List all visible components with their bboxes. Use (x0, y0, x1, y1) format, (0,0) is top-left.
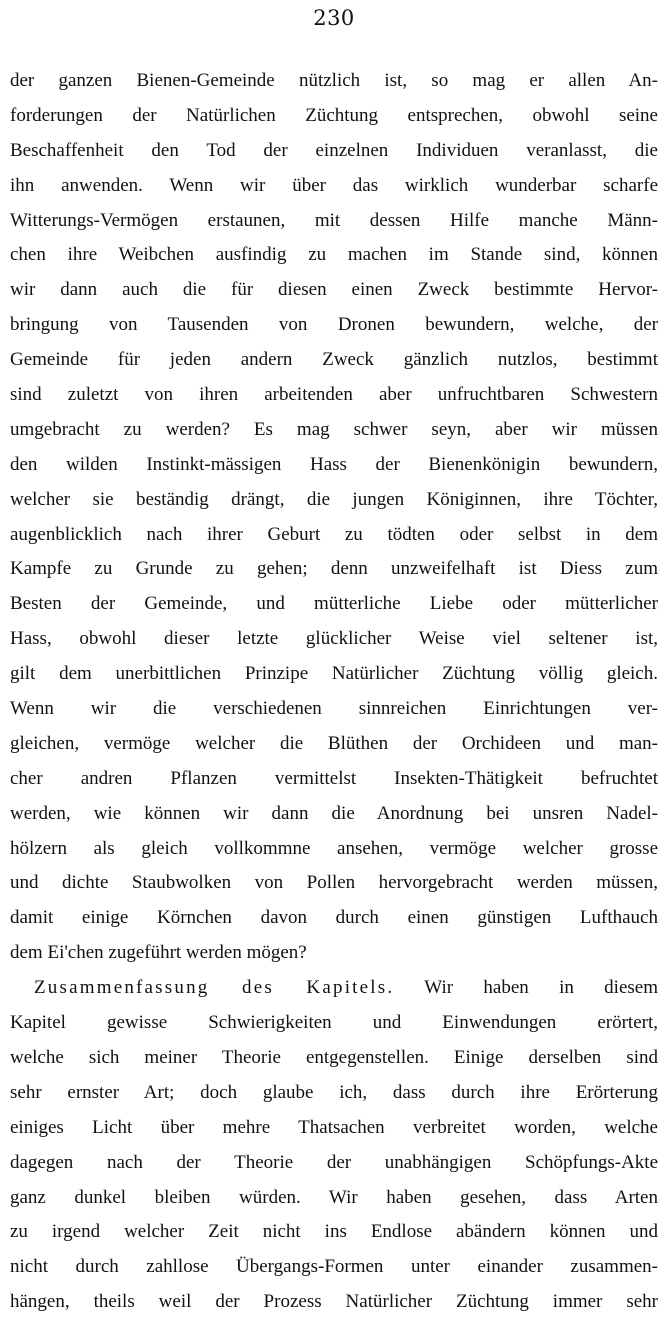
line-text: damit einige Körnchen davon durch einen günstigen Lufthauch (10, 907, 658, 929)
line-text: Beschaffenheit den Tod der einzelnen Individuen veranlasst, die (10, 139, 658, 161)
text-line (10, 936, 658, 971)
text-line (10, 1146, 658, 1181)
line-text: welche sich meiner Theorie entgegenstellen. Einige derselben sind (10, 1046, 658, 1068)
line-text: Besten der Gemeinde, und mütterliche Liebe oder mütterlicher (10, 593, 658, 615)
text-line (10, 622, 658, 657)
text-line (10, 483, 658, 518)
text-line (10, 273, 658, 308)
line-text: welcher sie beständig drängt, die jungen Königinnen, ihre Töchter, (10, 488, 658, 510)
line-text: Hass, obwohl dieser letzte glücklicher Weise viel seltener ist, (10, 628, 658, 650)
text-line (10, 971, 658, 1006)
line-text: umgebracht zu werden? Es mag schwer seyn, aber wir müssen (10, 418, 658, 440)
text-line (10, 1006, 658, 1041)
text-line (10, 1041, 658, 1076)
text-line (10, 1215, 658, 1250)
line-text: hölzern als gleich vollkommne ansehen, vermöge welcher grosse (10, 837, 658, 859)
text-line (10, 901, 658, 936)
text-line (10, 169, 658, 204)
text-line (10, 587, 658, 622)
line-text: zu irgend welcher Zeit nicht ins Endlose abändern können und (10, 1221, 658, 1243)
line-text: Kapitel gewisse Schwierigkeiten und Einwendungen erörtert, (10, 1012, 658, 1034)
section-heading: Zusammenfassung des Kapitels. (34, 977, 395, 999)
line-text: bringung von Tausenden von Dronen bewundern, welche, der (10, 314, 658, 336)
text-line (10, 134, 658, 169)
text-line (10, 204, 658, 239)
text-line (10, 727, 658, 762)
text-line (10, 1076, 658, 1111)
line-text: ganz dunkel bleiben würden. Wir haben gesehen, dass Arten (10, 1186, 658, 1208)
line-text: hängen, theils weil der Prozess Natürlicher Züchtung immer sehr (10, 1291, 658, 1313)
text-line (10, 64, 658, 99)
text-line (10, 1250, 658, 1285)
line-text: cher andren Pflanzen vermittelst Insekten-Thätigkeit befruchtet (10, 767, 658, 789)
line-text: dem Ei'chen zugeführt werden mögen? (10, 942, 307, 964)
text-line (10, 99, 658, 134)
text-line (10, 518, 658, 553)
line-text: Gemeinde für jeden andern Zweck gänzlich nutzlos, bestimmt (10, 349, 658, 371)
line-text: Wenn wir die verschiedenen sinnreichen Einrichtungen ver- (10, 698, 658, 720)
line-text: sind zuletzt von ihren arbeitenden aber unfruchtbaren Schwestern (10, 384, 658, 406)
line-text: einiges Licht über mehre Thatsachen verbreitet worden, welche (10, 1116, 658, 1138)
line-text: chen ihre Weibchen ausfindig zu machen im Stande sind, können (10, 244, 658, 266)
line-text: werden, wie können wir dann die Anordnung bei unsren Nadel- (10, 802, 658, 824)
line-text: ihn anwenden. Wenn wir über das wirklich wunderbar scharfe (10, 174, 658, 196)
line-text: gleichen, vermöge welcher die Blüthen der Orchideen und man- (10, 732, 658, 754)
text-line (10, 657, 658, 692)
body-text (10, 64, 658, 1320)
line-text: Witterungs-Vermögen erstaunen, mit dessen Hilfe manche Männ- (10, 209, 658, 231)
text-line (10, 448, 658, 483)
text-line (10, 797, 658, 832)
line-text: den wilden Instinkt-mässigen Hass der Bienenkönigin bewundern, (10, 453, 658, 475)
text-line (10, 343, 658, 378)
text-line (10, 832, 658, 867)
text-line (10, 866, 658, 901)
line-text: Kampfe zu Grunde zu gehen; denn unzweifelhaft ist Diess zum (10, 558, 658, 580)
text-line (10, 552, 658, 587)
line-text: forderungen der Natürlichen Züchtung entsprechen, obwohl seine (10, 104, 658, 126)
line-text: augenblicklich nach ihrer Geburt zu tödten oder selbst in dem (10, 523, 658, 545)
page-number: 230 (313, 6, 355, 30)
line-text: dagegen nach der Theorie der unabhängigen Schöpfungs-Akte (10, 1151, 658, 1173)
line-text: und dichte Staubwolken von Pollen hervorgebracht werden müssen, (10, 872, 658, 894)
text-line (10, 413, 658, 448)
text-line (10, 1181, 658, 1216)
line-text: gilt dem unerbittlichen Prinzipe Natürlicher Züchtung völlig gleich. (10, 663, 658, 685)
line-text: sehr ernster Art; doch glaube ich, dass durch ihre Erörterung (10, 1081, 658, 1103)
line-text: der ganzen Bienen-Gemeinde nützlich ist, so mag er allen An- (10, 70, 658, 91)
line-text: wir dann auch die für diesen einen Zweck bestimmte Hervor- (10, 279, 658, 301)
text-line (10, 238, 658, 273)
text-line (10, 1285, 658, 1320)
text-line (10, 378, 658, 413)
line-text: Wir haben in diesem (424, 977, 658, 999)
text-line (10, 1111, 658, 1146)
line-text: nicht durch zahllose Übergangs-Formen unter einander zusammen- (10, 1256, 658, 1278)
text-line (10, 692, 658, 727)
text-line (10, 308, 658, 343)
text-line (10, 762, 658, 797)
